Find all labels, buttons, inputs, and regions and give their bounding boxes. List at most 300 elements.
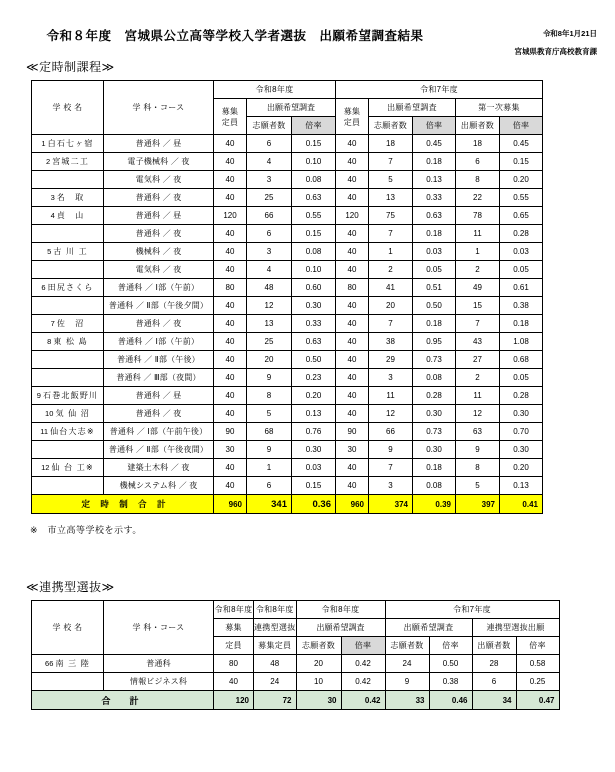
cell-r7-first-ratio: 0.05 xyxy=(500,261,543,279)
total-label: 定 時 制 合 計 xyxy=(32,495,214,514)
cell-r7-first-ratio: 0.28 xyxy=(500,225,543,243)
cell-school: 6 田尻さくら xyxy=(32,279,104,297)
col-header-r8-year-quota: 令和8年度 xyxy=(214,601,254,619)
document-date: 令和8年1月21日 xyxy=(542,29,597,38)
cell-course: 普通科 ／ 昼 xyxy=(104,135,214,153)
cell-r7-ratio: 0.13 xyxy=(413,171,456,189)
cell-r7-first-ratio: 0.28 xyxy=(500,387,543,405)
cell-r7-quota: 40 xyxy=(336,135,369,153)
cell-school: 5 古 川 工 xyxy=(32,243,104,261)
cell-r8-applicants: 12 xyxy=(247,297,292,315)
cell-r7-applicants: 11 xyxy=(369,387,413,405)
table-row xyxy=(32,351,543,369)
cell-r7-first-applicants: 11 xyxy=(456,225,500,243)
cell-r8-applicants: 10 xyxy=(296,673,341,691)
cell-course: 普通科 ／ 昼 xyxy=(104,207,214,225)
cell-r8-applicants: 66 xyxy=(247,207,292,225)
col-header-r8-ratio: 倍率 xyxy=(341,637,385,655)
cell-r8-quota: 40 xyxy=(214,405,247,423)
cell-r7-first-ratio: 0.20 xyxy=(500,171,543,189)
cell-r7-first-applicants: 22 xyxy=(456,189,500,207)
cell-r7-first-ratio: 0.38 xyxy=(500,297,543,315)
cell-course: 普通科 ／ Ⅰ部（午前） xyxy=(104,279,214,297)
cell-r7-ratio: 0.30 xyxy=(413,441,456,459)
cell-r8-ratio: 0.08 xyxy=(292,171,336,189)
cell-r8-ratio: 0.63 xyxy=(292,189,336,207)
cell-school: 2 宮城二工 xyxy=(32,153,104,171)
cell-r7-first-applicants: 2 xyxy=(456,369,500,387)
cell-r7-ratio: 0.18 xyxy=(413,225,456,243)
col-header-r7-quota: 募集 定員 xyxy=(336,99,369,135)
table-row xyxy=(32,171,543,189)
cell-r7-first-ratio: 1.08 xyxy=(500,333,543,351)
cell-r7-quota: 40 xyxy=(336,225,369,243)
cell-r7-applicants: 2 xyxy=(369,261,413,279)
col-header-r8-quota-2: 定員 xyxy=(214,637,254,655)
cell-r8-ratio: 0.63 xyxy=(292,333,336,351)
cell-r8-quota: 40 xyxy=(214,153,247,171)
col-header-r7-renkei-applicants: 出願者数 xyxy=(472,637,516,655)
cell-r8-ratio: 0.23 xyxy=(292,369,336,387)
col-header-year-r8: 令和8年度 xyxy=(214,81,336,99)
cell-school xyxy=(32,225,104,243)
cell-r7-applicants: 7 xyxy=(369,225,413,243)
table-row xyxy=(32,477,543,495)
cell-r7-applicants: 3 xyxy=(369,477,413,495)
table-row xyxy=(32,279,543,297)
cell-r7-ratio: 0.18 xyxy=(413,459,456,477)
col-header-r8-applicants: 志願者数 xyxy=(296,637,341,655)
cell-r7-renkei-applicants: 6 xyxy=(472,673,516,691)
cell-r7-quota: 40 xyxy=(336,261,369,279)
cell-r7-ratio: 0.51 xyxy=(413,279,456,297)
table-body xyxy=(32,135,543,514)
col-header-r8-renkei-quota-2: 募集定員 xyxy=(254,637,297,655)
cell-r8-quota: 40 xyxy=(214,171,247,189)
cell-r8-ratio: 0.08 xyxy=(292,243,336,261)
col-header-r8-survey: 出願希望調査 xyxy=(296,619,385,637)
cell-r8-ratio: 0.15 xyxy=(292,477,336,495)
cell-r8-quota: 40 xyxy=(214,315,247,333)
cell-school: 11 仙台大志※ xyxy=(32,423,104,441)
cell-course: 普通科 ／ Ⅰ部（午前） xyxy=(104,333,214,351)
cell-school: 10 気 仙 沼 xyxy=(32,405,104,423)
cell-school xyxy=(32,171,104,189)
cell-r8-applicants: 9 xyxy=(247,369,292,387)
cell-r8-quota: 40 xyxy=(214,261,247,279)
cell-school: 8 東 松 島 xyxy=(32,333,104,351)
cell-r8-ratio: 0.55 xyxy=(292,207,336,225)
cell-r8-ratio: 0.76 xyxy=(292,423,336,441)
cell-r7-first-applicants: 78 xyxy=(456,207,500,225)
cell-r8-applicants: 6 xyxy=(247,135,292,153)
col-header-r7-ratio: 倍率 xyxy=(429,637,472,655)
cell-r7-applicants: 1 xyxy=(369,243,413,261)
cell-r7-quota: 90 xyxy=(336,423,369,441)
cell-r8-quota: 40 xyxy=(214,135,247,153)
cell-r7-first-applicants: 8 xyxy=(456,171,500,189)
col-header-r8-quota: 募集 定員 xyxy=(214,99,247,135)
col-header-r8-survey: 出願希望調査 xyxy=(247,99,336,117)
cell-r7-ratio: 0.63 xyxy=(413,207,456,225)
cell-school xyxy=(32,351,104,369)
cell-r7-quota: 40 xyxy=(336,477,369,495)
cell-course: 電子機械科 ／ 夜 xyxy=(104,153,214,171)
total-r8-ratio: 0.42 xyxy=(341,691,385,710)
cell-course: 普通科 ／ 昼 xyxy=(104,387,214,405)
total-r8-applicants: 30 xyxy=(296,691,341,710)
total-r8-ratio: 0.36 xyxy=(292,495,336,514)
footnote-shiritsu: ※ 市立高等学校を示す。 xyxy=(30,525,142,535)
cell-r7-applicants: 7 xyxy=(369,315,413,333)
cell-r7-first-applicants: 18 xyxy=(456,135,500,153)
cell-school xyxy=(32,477,104,495)
cell-r7-applicants: 9 xyxy=(369,441,413,459)
col-header-r8-quota-1: 募集 xyxy=(214,619,254,637)
table-row xyxy=(32,315,543,333)
cell-r7-applicants: 12 xyxy=(369,405,413,423)
col-header-r7-first-ratio: 倍率 xyxy=(500,117,543,135)
col-header-r8-ratio: 倍率 xyxy=(292,117,336,135)
total-row-renkei xyxy=(32,691,560,710)
cell-r8-ratio: 0.50 xyxy=(292,351,336,369)
cell-r7-first-applicants: 15 xyxy=(456,297,500,315)
cell-r8-applicants: 48 xyxy=(247,279,292,297)
cell-r7-first-ratio: 0.03 xyxy=(500,243,543,261)
table-row xyxy=(32,459,543,477)
cell-r7-quota: 30 xyxy=(336,441,369,459)
cell-school xyxy=(32,441,104,459)
cell-course: 機械システム科 ／ 夜 xyxy=(104,477,214,495)
cell-r7-quota: 40 xyxy=(336,243,369,261)
cell-r8-quota: 80 xyxy=(214,279,247,297)
cell-r7-quota: 40 xyxy=(336,297,369,315)
cell-school: 12 仙 台 工※ xyxy=(32,459,104,477)
cell-course: 普通科 ／ 夜 xyxy=(104,315,214,333)
cell-r7-first-applicants: 5 xyxy=(456,477,500,495)
cell-r7-quota: 40 xyxy=(336,171,369,189)
cell-r7-ratio: 0.28 xyxy=(413,387,456,405)
cell-course: 普通科 ／ Ⅱ部（午後夜間） xyxy=(104,441,214,459)
col-header-r7-applicants: 志願者数 xyxy=(385,637,429,655)
cell-r7-ratio: 0.95 xyxy=(413,333,456,351)
cell-r7-first-applicants: 49 xyxy=(456,279,500,297)
cell-r8-applicants: 25 xyxy=(247,189,292,207)
cell-r7-applicants: 18 xyxy=(369,135,413,153)
cell-r8-applicants: 6 xyxy=(247,225,292,243)
cell-school: 66 南 三 陸 xyxy=(32,655,104,673)
cell-r7-first-applicants: 27 xyxy=(456,351,500,369)
cell-r7-applicants: 41 xyxy=(369,279,413,297)
cell-course: 普通科 ／ 夜 xyxy=(104,189,214,207)
cell-course: 普通科 xyxy=(104,655,214,673)
cell-school xyxy=(32,673,104,691)
cell-r7-first-applicants: 63 xyxy=(456,423,500,441)
cell-r7-quota: 80 xyxy=(336,279,369,297)
table-row xyxy=(32,153,543,171)
document-issuer: 宮城県教育庁高校教育課 xyxy=(514,47,597,56)
cell-r7-ratio: 0.33 xyxy=(413,189,456,207)
cell-r8-ratio: 0.33 xyxy=(292,315,336,333)
cell-r7-ratio: 0.73 xyxy=(413,351,456,369)
cell-r8-quota: 40 xyxy=(214,351,247,369)
cell-r8-applicants: 20 xyxy=(247,351,292,369)
cell-r7-quota: 120 xyxy=(336,207,369,225)
cell-r7-quota: 40 xyxy=(336,351,369,369)
cell-r7-applicants: 13 xyxy=(369,189,413,207)
cell-r8-applicants: 1 xyxy=(247,459,292,477)
col-header-r8-year-renkei: 令和8年度 xyxy=(254,601,297,619)
table-body xyxy=(32,655,560,710)
cell-r8-ratio: 0.42 xyxy=(341,655,385,673)
cell-r7-first-applicants: 6 xyxy=(456,153,500,171)
cell-r7-first-applicants: 8 xyxy=(456,459,500,477)
table-row xyxy=(32,243,543,261)
cell-course: 普通科 ／ 夜 xyxy=(104,405,214,423)
cell-school: 7 佐 沼 xyxy=(32,315,104,333)
col-header-year-r7: 令和7年度 xyxy=(336,81,543,99)
cell-r7-first-ratio: 0.70 xyxy=(500,423,543,441)
cell-r8-quota: 40 xyxy=(214,243,247,261)
table-row xyxy=(32,333,543,351)
cell-r8-ratio: 0.15 xyxy=(292,135,336,153)
cell-school xyxy=(32,261,104,279)
cell-r7-applicants: 38 xyxy=(369,333,413,351)
col-header-year-r7: 令和7年度 xyxy=(385,601,559,619)
cell-r8-ratio: 0.30 xyxy=(292,441,336,459)
cell-r8-applicants: 68 xyxy=(247,423,292,441)
col-header-r7-applicants: 志願者数 xyxy=(369,117,413,135)
col-header-r8-year-survey: 令和8年度 xyxy=(296,601,385,619)
total-r7-ratio: 0.46 xyxy=(429,691,472,710)
section-title-renkei: ≪連携型選抜≫ xyxy=(26,580,115,594)
table-row xyxy=(32,441,543,459)
col-header-r8-renkei-quota-1: 連携型選抜 xyxy=(254,619,297,637)
col-header-r7-renkei-apply: 連携型選抜出願 xyxy=(472,619,559,637)
cell-r7-applicants: 24 xyxy=(385,655,429,673)
cell-r7-quota: 40 xyxy=(336,333,369,351)
cell-r7-first-ratio: 0.61 xyxy=(500,279,543,297)
cell-r8-ratio: 0.13 xyxy=(292,405,336,423)
cell-r7-applicants: 7 xyxy=(369,459,413,477)
cell-r8-quota: 40 xyxy=(214,189,247,207)
cell-r8-ratio: 0.42 xyxy=(341,673,385,691)
cell-r8-applicants: 3 xyxy=(247,243,292,261)
table-row xyxy=(32,261,543,279)
cell-r7-applicants: 7 xyxy=(369,153,413,171)
cell-r7-ratio: 0.30 xyxy=(413,405,456,423)
cell-r7-ratio: 0.50 xyxy=(429,655,472,673)
cell-r7-ratio: 0.18 xyxy=(413,315,456,333)
table-row xyxy=(32,207,543,225)
cell-r8-quota: 40 xyxy=(214,297,247,315)
cell-r7-first-ratio: 0.05 xyxy=(500,369,543,387)
cell-course: 電気科 ／ 夜 xyxy=(104,171,214,189)
cell-r7-first-ratio: 0.15 xyxy=(500,153,543,171)
cell-r8-renkei-quota: 24 xyxy=(254,673,297,691)
cell-school xyxy=(32,369,104,387)
cell-r8-applicants: 4 xyxy=(247,261,292,279)
cell-r8-applicants: 5 xyxy=(247,405,292,423)
table-row xyxy=(32,405,543,423)
cell-r7-first-applicants: 9 xyxy=(456,441,500,459)
cell-school: 1 白石七ヶ宿 xyxy=(32,135,104,153)
col-header-course: 学 科・コース xyxy=(104,601,214,655)
col-header-r7-renkei-ratio: 倍率 xyxy=(516,637,559,655)
document-header xyxy=(0,0,615,58)
cell-r7-quota: 40 xyxy=(336,459,369,477)
cell-r8-applicants: 8 xyxy=(247,387,292,405)
total-r7-renkei-applicants: 34 xyxy=(472,691,516,710)
cell-r8-applicants: 20 xyxy=(296,655,341,673)
cell-r7-renkei-ratio: 0.25 xyxy=(516,673,559,691)
page-title: 令和８年度 宮城県公立高等学校入学者選抜 出願希望調査結果 xyxy=(46,29,424,43)
cell-r7-applicants: 20 xyxy=(369,297,413,315)
col-header-r7-ratio: 倍率 xyxy=(413,117,456,135)
cell-r8-ratio: 0.03 xyxy=(292,459,336,477)
cell-course: 普通科 ／ Ⅰ部（午前午後） xyxy=(104,423,214,441)
cell-school: 9 石巻北飯野川 xyxy=(32,387,104,405)
cell-r8-quota: 40 xyxy=(214,387,247,405)
cell-r8-quota: 30 xyxy=(214,441,247,459)
cell-r8-renkei-quota: 48 xyxy=(254,655,297,673)
cell-r7-ratio: 0.05 xyxy=(413,261,456,279)
cell-r7-first-ratio: 0.45 xyxy=(500,135,543,153)
cell-r7-applicants: 5 xyxy=(369,171,413,189)
cell-r7-renkei-applicants: 28 xyxy=(472,655,516,673)
total-row-teijisei xyxy=(32,495,543,514)
cell-r7-first-ratio: 0.18 xyxy=(500,315,543,333)
col-header-r7-first-round: 第一次募集 xyxy=(456,99,543,117)
cell-r7-first-applicants: 12 xyxy=(456,405,500,423)
cell-r8-quota: 40 xyxy=(214,369,247,387)
cell-r7-ratio: 0.73 xyxy=(413,423,456,441)
cell-r7-ratio: 0.38 xyxy=(429,673,472,691)
cell-r7-applicants: 66 xyxy=(369,423,413,441)
cell-r7-ratio: 0.45 xyxy=(413,135,456,153)
col-header-school: 学 校 名 xyxy=(32,81,104,135)
cell-r7-first-applicants: 11 xyxy=(456,387,500,405)
cell-r8-ratio: 0.20 xyxy=(292,387,336,405)
cell-course: 普通科 ／ 夜 xyxy=(104,225,214,243)
cell-r7-applicants: 75 xyxy=(369,207,413,225)
cell-course: 普通科 ／ Ⅱ部（午後） xyxy=(104,351,214,369)
table-row xyxy=(32,189,543,207)
cell-r8-quota: 40 xyxy=(214,459,247,477)
cell-r7-quota: 40 xyxy=(336,405,369,423)
cell-r7-quota: 40 xyxy=(336,315,369,333)
cell-r8-applicants: 3 xyxy=(247,171,292,189)
col-header-school: 学 校 名 xyxy=(32,601,104,655)
total-r7-renkei-ratio: 0.47 xyxy=(516,691,559,710)
renkei-table xyxy=(31,600,560,710)
cell-school: 4 貞 山 xyxy=(32,207,104,225)
table-row xyxy=(32,673,560,691)
table-row xyxy=(32,423,543,441)
total-r7-applicants: 374 xyxy=(369,495,413,514)
total-r7-applicants: 33 xyxy=(385,691,429,710)
cell-r8-quota: 40 xyxy=(214,673,254,691)
cell-school xyxy=(32,297,104,315)
cell-school: 3 名 取 xyxy=(32,189,104,207)
cell-r7-renkei-ratio: 0.58 xyxy=(516,655,559,673)
cell-r8-applicants: 6 xyxy=(247,477,292,495)
section-title-teijisei: ≪定時制課程≫ xyxy=(26,60,115,74)
cell-r7-first-ratio: 0.30 xyxy=(500,441,543,459)
col-header-r7-first-applicants: 出願者数 xyxy=(456,117,500,135)
cell-course: 情報ビジネス科 xyxy=(104,673,214,691)
cell-r7-first-ratio: 0.68 xyxy=(500,351,543,369)
table-row xyxy=(32,225,543,243)
total-r8-applicants: 341 xyxy=(247,495,292,514)
cell-course: 普通科 ／ Ⅲ部（夜間） xyxy=(104,369,214,387)
cell-r7-first-applicants: 1 xyxy=(456,243,500,261)
cell-r8-ratio: 0.30 xyxy=(292,297,336,315)
total-r8-quota: 120 xyxy=(214,691,254,710)
table-row xyxy=(32,297,543,315)
total-r7-ratio: 0.39 xyxy=(413,495,456,514)
cell-r7-first-ratio: 0.20 xyxy=(500,459,543,477)
cell-course: 機械科 ／ 夜 xyxy=(104,243,214,261)
cell-r8-ratio: 0.15 xyxy=(292,225,336,243)
cell-r8-applicants: 13 xyxy=(247,315,292,333)
cell-r8-ratio: 0.10 xyxy=(292,261,336,279)
cell-r7-quota: 40 xyxy=(336,153,369,171)
cell-r8-quota: 80 xyxy=(214,655,254,673)
cell-r8-quota: 90 xyxy=(214,423,247,441)
cell-r7-applicants: 9 xyxy=(385,673,429,691)
table-header xyxy=(32,81,543,135)
cell-r7-first-ratio: 0.13 xyxy=(500,477,543,495)
cell-r7-first-applicants: 43 xyxy=(456,333,500,351)
cell-r8-applicants: 25 xyxy=(247,333,292,351)
col-header-r7-survey: 出願希望調査 xyxy=(385,619,472,637)
cell-r7-first-applicants: 7 xyxy=(456,315,500,333)
total-r8-renkei-quota: 72 xyxy=(254,691,297,710)
cell-r7-ratio: 0.03 xyxy=(413,243,456,261)
cell-r7-first-ratio: 0.30 xyxy=(500,405,543,423)
cell-r7-first-ratio: 0.65 xyxy=(500,207,543,225)
cell-r8-quota: 120 xyxy=(214,207,247,225)
cell-r8-quota: 40 xyxy=(214,225,247,243)
table-row xyxy=(32,387,543,405)
cell-r7-quota: 40 xyxy=(336,369,369,387)
total-label: 合 計 xyxy=(32,691,214,710)
cell-r8-applicants: 4 xyxy=(247,153,292,171)
col-header-r7-survey: 出願希望調査 xyxy=(369,99,456,117)
cell-r7-applicants: 3 xyxy=(369,369,413,387)
cell-course: 建築土木科 ／ 夜 xyxy=(104,459,214,477)
cell-r8-quota: 40 xyxy=(214,477,247,495)
cell-r7-first-applicants: 2 xyxy=(456,261,500,279)
table-row xyxy=(32,369,543,387)
total-r8-quota: 960 xyxy=(214,495,247,514)
teijisei-table xyxy=(31,80,543,514)
col-header-course: 学 科・コース xyxy=(104,81,214,135)
cell-r8-quota: 40 xyxy=(214,333,247,351)
table-header xyxy=(32,601,560,655)
cell-r7-ratio: 0.08 xyxy=(413,477,456,495)
cell-r8-ratio: 0.10 xyxy=(292,153,336,171)
cell-r8-applicants: 9 xyxy=(247,441,292,459)
cell-r7-applicants: 29 xyxy=(369,351,413,369)
table-row xyxy=(32,655,560,673)
cell-course: 普通科 ／ Ⅱ部（午後夕間） xyxy=(104,297,214,315)
cell-r7-ratio: 0.18 xyxy=(413,153,456,171)
cell-r7-first-ratio: 0.55 xyxy=(500,189,543,207)
total-r7-first-applicants: 397 xyxy=(456,495,500,514)
col-header-r8-applicants: 志願者数 xyxy=(247,117,292,135)
